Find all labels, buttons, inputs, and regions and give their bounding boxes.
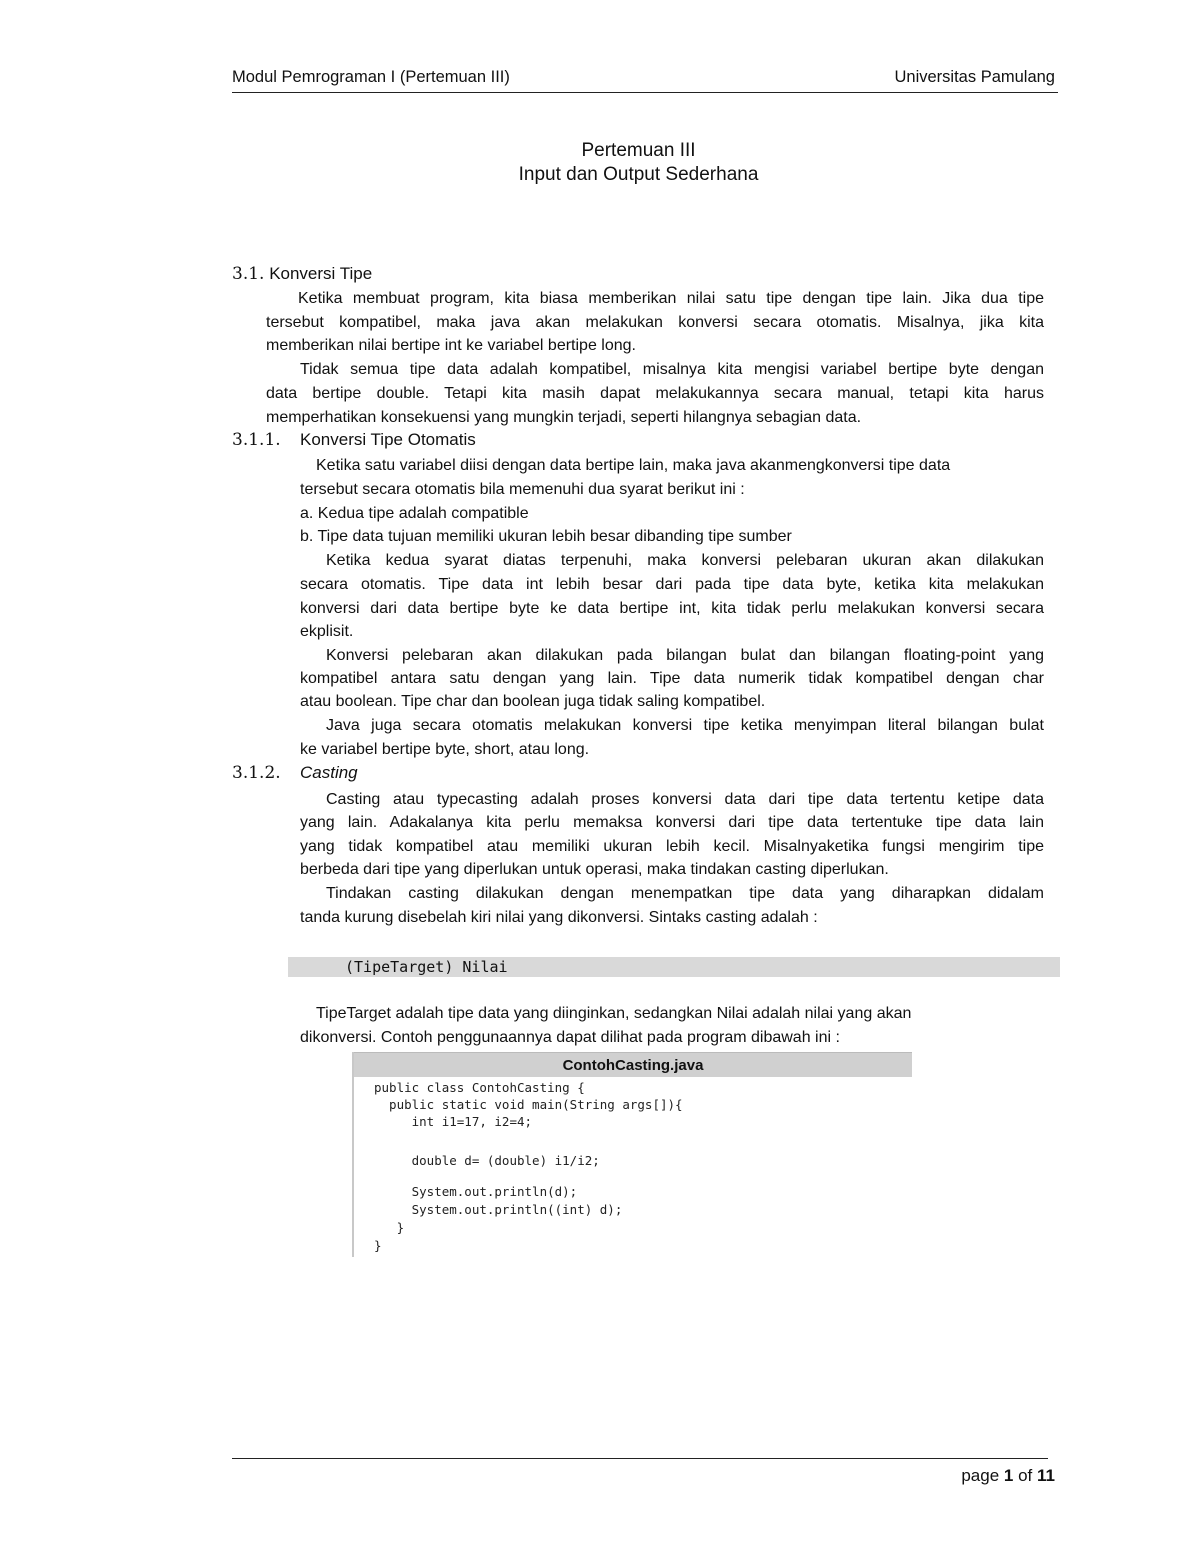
paragraph-line: atau boolean. Tipe char dan boolean juga tidak saling kompatibel. bbox=[300, 693, 766, 710]
paragraph-line: yang tidak kompatibel atau memiliki ukuran lebih kecil. Misalnyaketika fungsi mengirim tipe bbox=[300, 838, 1044, 855]
paragraph-line: Tindakan casting dilakukan dengan menempatkan tipe data yang diharapkan didalam bbox=[326, 885, 1044, 902]
paragraph-line: kompatibel antara satu dengan yang lain. Tipe data numerik tidak kompatibel dengan char bbox=[300, 670, 1044, 687]
code-line: } bbox=[374, 1238, 382, 1253]
paragraph-line: memperhatikan konsekuensi yang mungkin terjadi, seperti hilangnya sebagian data. bbox=[266, 409, 862, 426]
code-listing bbox=[352, 1052, 912, 1257]
code-line: double d= (double) i1/i2; bbox=[374, 1153, 600, 1168]
section-number: 3.1. bbox=[232, 264, 265, 284]
paragraph-line: yang lain. Adakalanya kita perlu memaksa konversi dari tipe data tertentuke tipe data lain bbox=[300, 814, 1044, 831]
paragraph-line: secara otomatis. Tipe data int lebih besar dari pada tipe data byte, ketika kita melakukan bbox=[300, 576, 1044, 593]
code-line: } bbox=[374, 1220, 405, 1235]
code-line: public class ContohCasting { bbox=[374, 1080, 585, 1095]
paragraph-line: Ketika membuat program, kita biasa memberikan nilai satu tipe dengan tipe lain. Jika dua tipe bbox=[298, 290, 1044, 307]
paragraph-line: tersebut secara otomatis bila memenuhi dua syarat berikut ini : bbox=[300, 481, 745, 498]
paragraph-line: Tidak semua tipe data adalah kompatibel, misalnya kita mengisi variabel bertipe byte dengan bbox=[300, 361, 1044, 378]
page-total: 11 bbox=[1037, 1466, 1055, 1485]
paragraph-line: Ketika satu variabel diisi dengan data bertipe lain, maka java akanmengkonversi tipe data bbox=[316, 457, 951, 474]
paragraph-line: berbeda dari tipe yang diperlukan untuk operasi, maka tindakan casting diperlukan. bbox=[300, 861, 889, 878]
syntax-box bbox=[288, 957, 1060, 977]
section-title: Konversi Tipe bbox=[269, 264, 373, 283]
paragraph-line: TipeTarget adalah tipe data yang diinginkan, sedangkan Nilai adalah nilai yang akan bbox=[316, 1005, 912, 1022]
paragraph-line: memberikan nilai bertipe int ke variabel bertipe long. bbox=[266, 337, 636, 354]
paragraph-line: tersebut kompatibel, maka java akan melakukan konversi secara otomatis. Misalnya, jika kita bbox=[266, 314, 1044, 331]
syntax-text: (TipeTarget) Nilai bbox=[345, 958, 508, 976]
page-current: 1 bbox=[1003, 1466, 1014, 1485]
paragraph-line: Ketika kedua syarat diatas terpenuhi, maka konversi pelebaran ukuran akan dilakukan bbox=[326, 552, 1044, 569]
section-number: 3.1.2. bbox=[232, 763, 281, 783]
section-heading-3-1 bbox=[232, 264, 372, 284]
header-rule bbox=[232, 92, 1058, 93]
code-line: System.out.println((int) d); bbox=[374, 1202, 623, 1217]
paragraph-line: tanda kurung disebelah kiri nilai yang dikonversi. Sintaks casting adalah : bbox=[300, 909, 818, 926]
page-number bbox=[961, 1466, 1055, 1486]
section-number: 3.1.1. bbox=[232, 430, 281, 450]
running-header-left: Modul Pemrograman I (Pertemuan III) bbox=[232, 68, 510, 86]
list-item: b. Tipe data tujuan memiliki ukuran lebih besar dibanding tipe sumber bbox=[300, 528, 792, 545]
paragraph-line: Konversi pelebaran akan dilakukan pada bilangan bulat dan bilangan floating-point yang bbox=[326, 647, 1044, 664]
paragraph-line: data bertipe double. Tetapi kita masih dapat melakukannya secara manual, tetapi kita harus bbox=[266, 385, 1044, 402]
list-item: a. Kedua tipe adalah compatible bbox=[300, 505, 529, 522]
paragraph-line: dikonversi. Contoh penggunaannya dapat dilihat pada program dibawah ini : bbox=[300, 1029, 840, 1046]
paragraph-line: ekplisit. bbox=[300, 623, 354, 640]
paragraph-line: ke variabel bertipe byte, short, atau long. bbox=[300, 741, 590, 758]
code-line: int i1=17, i2=4; bbox=[374, 1114, 533, 1129]
paragraph-line: Casting atau typecasting adalah proses konversi data dari tipe data tertentu ketipe data bbox=[326, 791, 1044, 808]
section-heading-3-1-1 bbox=[232, 430, 476, 450]
paragraph-line: Java juga secara otomatis melakukan konversi tipe ketika menyimpan literal bilangan bulat bbox=[326, 717, 1044, 734]
section-heading-3-1-2 bbox=[232, 763, 358, 783]
running-header-right: Universitas Pamulang bbox=[894, 68, 1055, 86]
footer-rule bbox=[232, 1458, 1048, 1459]
section-title: Konversi Tipe Otomatis bbox=[300, 430, 476, 449]
paragraph-line: konversi dari data bertipe byte ke data bertipe int, kita tidak perlu melakukan konversi secara bbox=[300, 600, 1044, 617]
section-title: Casting bbox=[300, 763, 358, 782]
code-filename: ContohCasting.java bbox=[354, 1052, 912, 1077]
code-line: public static void main(String args[]){ bbox=[374, 1097, 683, 1112]
page-subtitle: Input dan Output Sederhana bbox=[518, 164, 759, 185]
page-label: page bbox=[961, 1466, 1000, 1485]
page-title: Pertemuan III bbox=[581, 140, 696, 161]
of-label: of bbox=[1018, 1466, 1033, 1485]
code-line: System.out.println(d); bbox=[374, 1184, 578, 1199]
